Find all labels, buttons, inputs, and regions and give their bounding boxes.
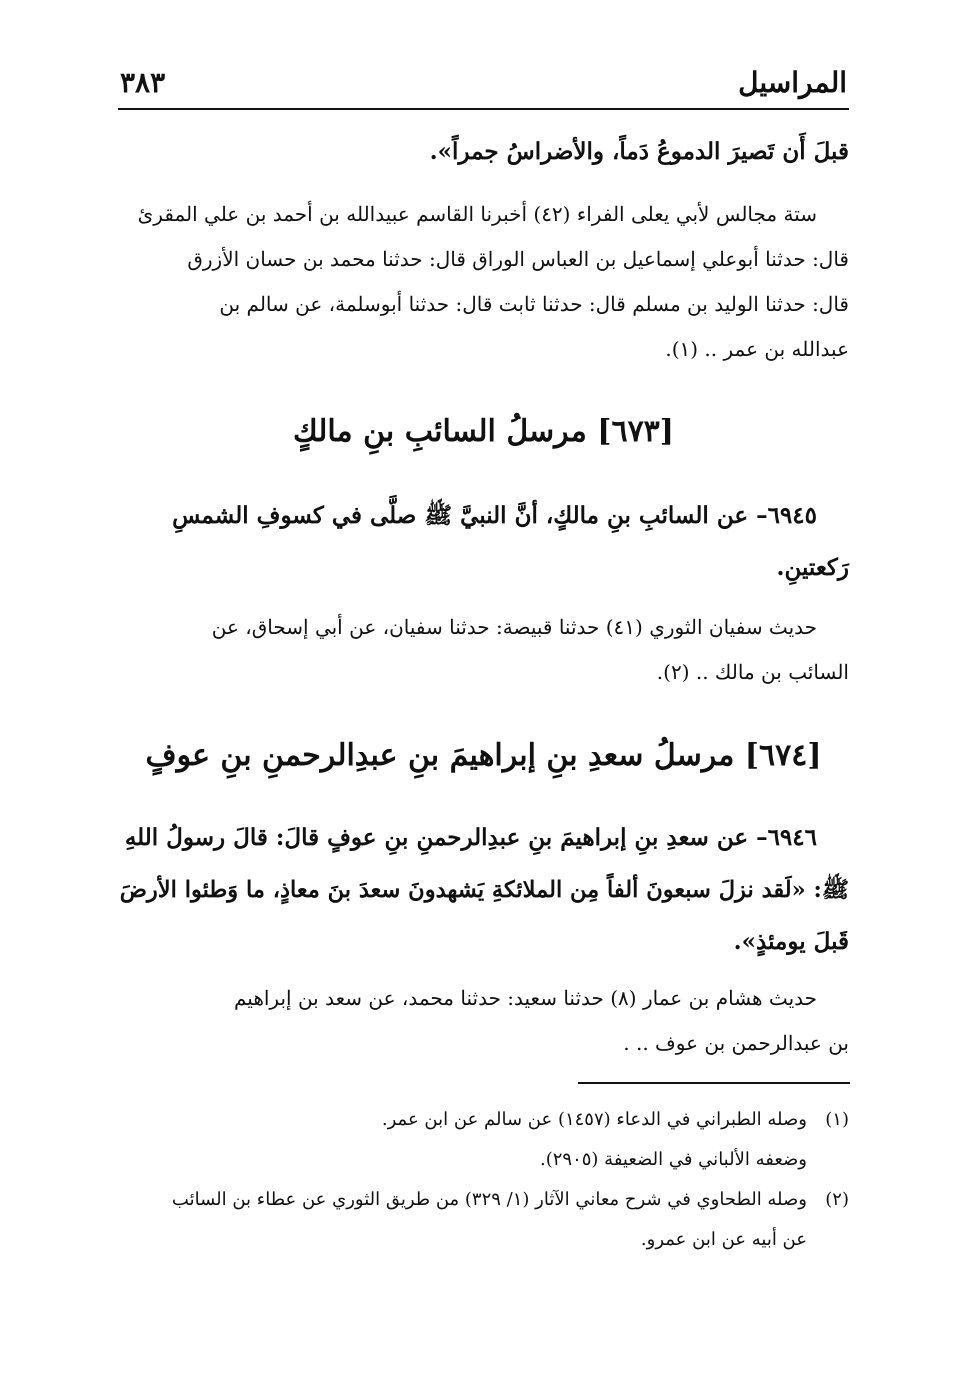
isnad-line: ستة مجالس لأبي يعلى الفراء (٤٢) أخبرنا القاسم عبيدالله بن أحمد بن علي المقرئ bbox=[137, 202, 817, 226]
isnad-line: حديث هشام بن عمار (٨) حدثنا سعيد: حدثنا محمد، عن سعد بن إبراهيم bbox=[233, 986, 817, 1010]
hadith-line: قَبلَ يومئذٍ». bbox=[733, 928, 849, 955]
isnad-line: بن عبدالرحمن بن عوف .. . bbox=[623, 1031, 849, 1055]
hadith-6945 bbox=[118, 490, 849, 594]
isnad-paragraph bbox=[118, 976, 849, 1066]
footnote-text: وصله الطحاوي في شرح معاني الآثار (١/ ٣٢٩) من طريق الثوري عن عطاء بن السائب bbox=[171, 1189, 807, 1210]
footnotes bbox=[118, 1100, 849, 1260]
footnote-marker: (١) bbox=[825, 1109, 849, 1130]
running-header bbox=[118, 62, 849, 110]
footnote-separator bbox=[578, 1082, 850, 1084]
hadith-line: ٦٩٤٥– عن السائبِ بنِ مالكٍ، أنَّ النبيَّ ﷺ صلَّى في كسوفِ الشمسِ bbox=[172, 502, 817, 529]
isnad-paragraph bbox=[118, 192, 849, 372]
isnad-line: السائب بن مالك .. (٢). bbox=[656, 660, 849, 684]
isnad-line: عبدالله بن عمر .. (١). bbox=[665, 337, 849, 361]
hadith-line: ﷺ: «لَقد نزلَ سبعونَ ألفاً مِن الملائكةِ يَشهدونَ سعدَ بنَ معاذٍ، ما وَطئوا الأرضَ bbox=[119, 877, 849, 903]
footnote-text: وصله الطبراني في الدعاء (١٤٥٧) عن سالم عن ابن عمر. bbox=[381, 1109, 807, 1130]
footnote-2 bbox=[118, 1180, 849, 1220]
isnad-line: قال: حدثنا أبوعلي إسماعيل بن العباس الوراق قال: حدثنا محمد بن حسان الأزرق bbox=[187, 247, 849, 271]
isnad-paragraph bbox=[118, 605, 849, 695]
hadith-line: ٦٩٤٦– عن سعدِ بنِ إبراهيمَ بنِ عبدِالرحمنِ بنِ عوفٍ قالَ: قالَ رسولُ اللهِ bbox=[124, 824, 817, 851]
hadith-line: رَكعتينِ. bbox=[776, 554, 849, 581]
section-heading-674: [٦٧٤] مرسلُ سعدِ بنِ إبراهيمَ بنِ عبدِالرحمنِ بنِ عوفٍ bbox=[145, 738, 822, 773]
hadith-6946 bbox=[118, 812, 849, 968]
page-number: ٣٨٣ bbox=[120, 66, 166, 99]
hadith-continuation bbox=[118, 126, 849, 178]
running-title: المراسيل bbox=[738, 66, 847, 99]
header-rule bbox=[118, 108, 849, 110]
footnote-2-continuation: عن أبيه عن ابن عمرو. bbox=[640, 1229, 807, 1250]
section-heading-673: [٦٧٣] مرسلُ السائبِ بنِ مالكٍ bbox=[292, 414, 674, 449]
footnote-marker: (٢) bbox=[825, 1189, 849, 1210]
hadith-line: قبلَ أَن تَصيرَ الدموعُ دَماً، والأضراسُ جمراً». bbox=[429, 138, 849, 165]
isnad-line: قال: حدثنا الوليد بن مسلم قال: حدثنا ثابت قال: حدثنا أبوسلمة، عن سالم بن bbox=[219, 292, 849, 316]
footnote-1 bbox=[118, 1100, 849, 1140]
footnote-1-continuation: وضعفه الألباني في الضعيفة (٢٩٠٥). bbox=[540, 1149, 807, 1170]
isnad-line: حديث سفيان الثوري (٤١) حدثنا قبيصة: حدثنا سفيان، عن أبي إسحاق، عن bbox=[211, 615, 817, 639]
